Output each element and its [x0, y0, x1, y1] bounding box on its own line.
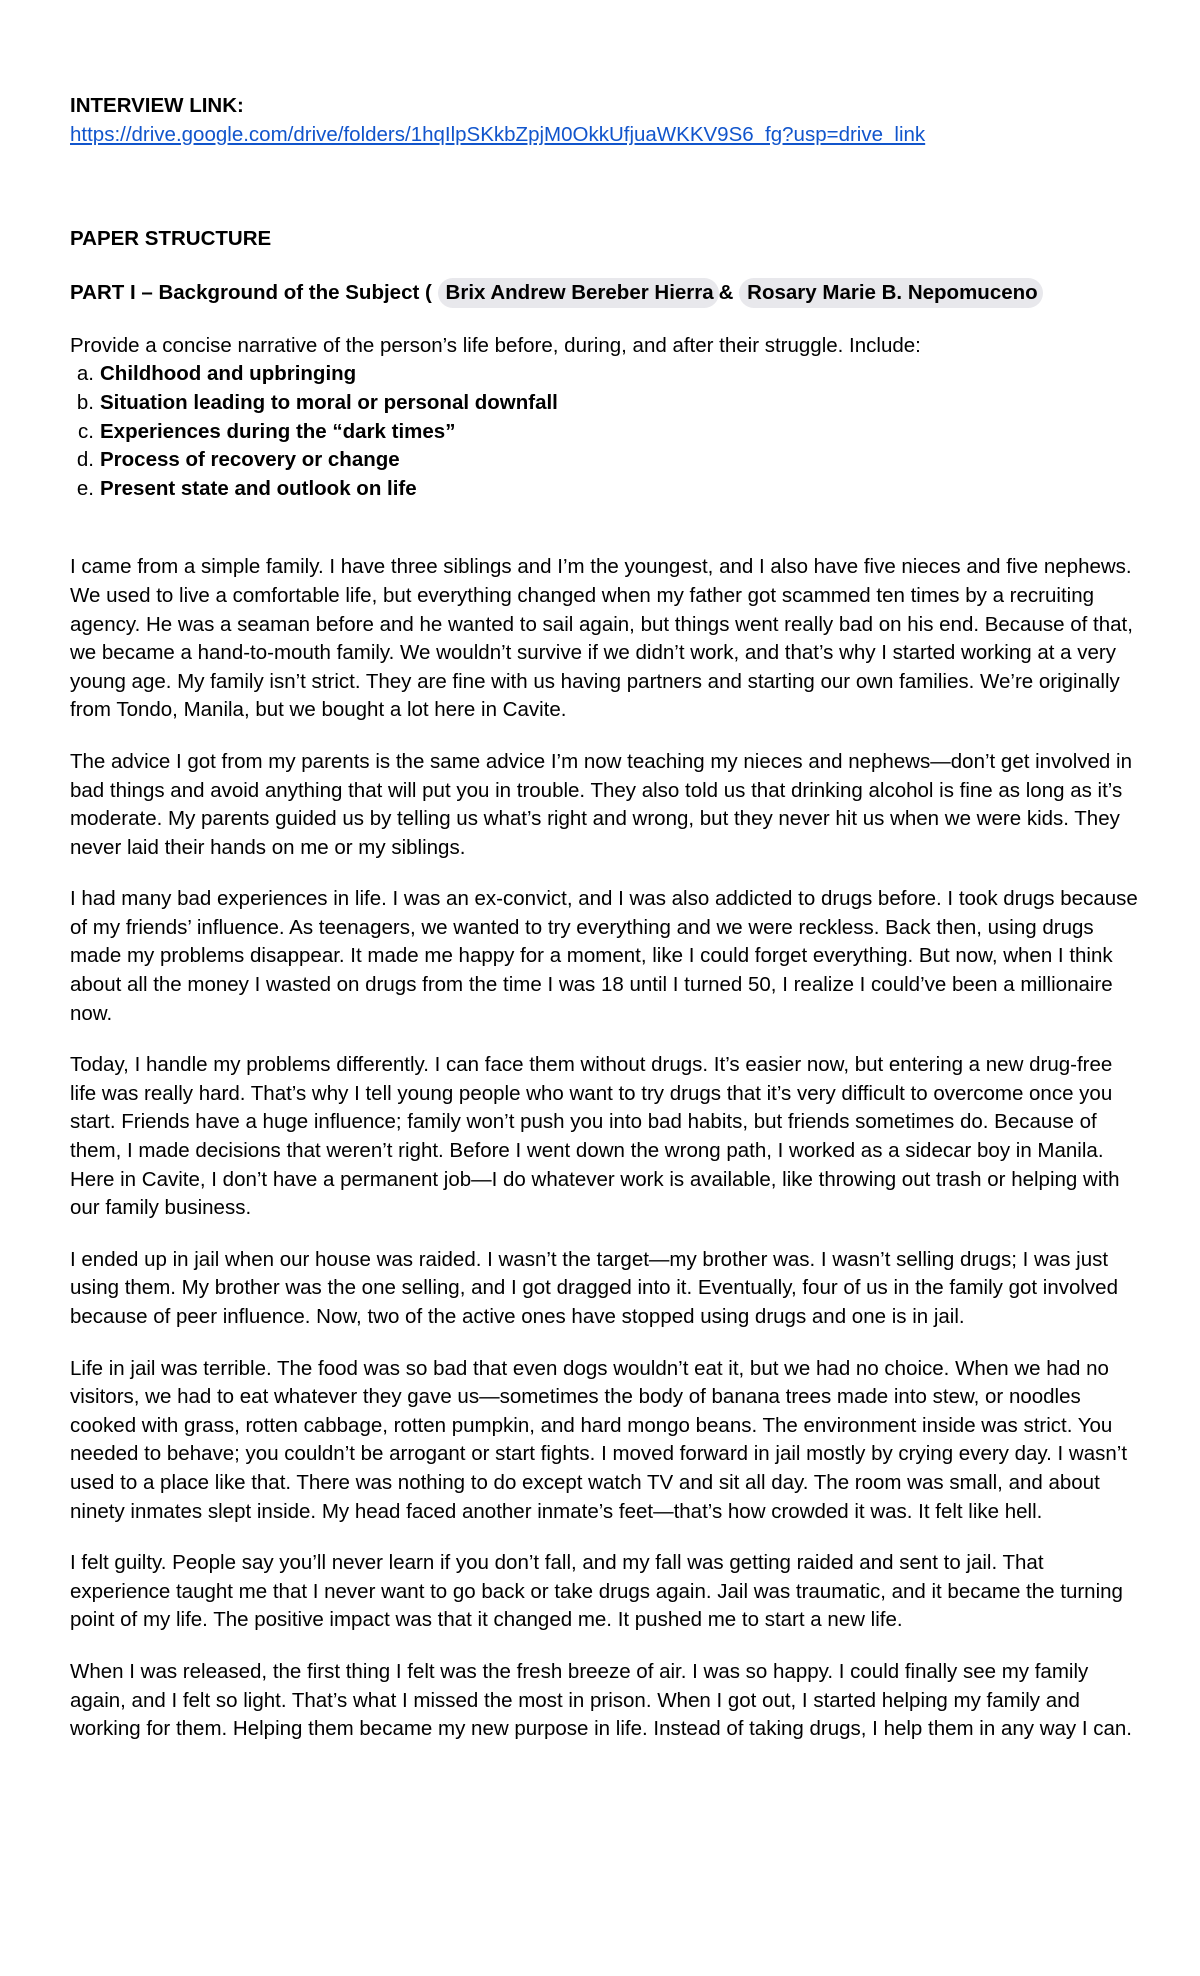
- list-item: [70, 389, 1140, 418]
- narrative-paragraph: Today, I handle my problems differently. I can face them without drugs. It’s easier now, but entering a new drug-free life was really hard. That’s why I tell young people who want to try drugs that it’s very difficult to overcome once you start. Friends have a huge influence; family won’t push you into bad habits, but friends sometimes do. Because of them, I made decisions that weren’t right. Before I went down the wrong path, I worked as a sidecar boy in Manila. Here in Cavite, I don’t have a permanent job—I do whatever work is available, like throwing out trash or helping with our family business.: [70, 1053, 1120, 1220]
- list-item-text: Present state and outlook on life: [100, 476, 417, 500]
- document-page: [70, 92, 1140, 1767]
- list-item: [70, 475, 1140, 504]
- list-marker: b.: [76, 390, 94, 414]
- narrative-paragraph: I felt guilty. People say you’ll never learn if you don’t fall, and my fall was getting raided and sent to jail. That experience taught me that I never want to go back or take drugs again. Jail was traumatic, and it became the turning point of my life. The positive impact was that it changed me. It pushed me to start a new life.: [70, 1551, 1123, 1632]
- narrative-paragraph: The advice I got from my parents is the same advice I’m now teaching my nieces and nephews—don’t get involved in bad things and avoid anything that will put you in trouble. They also told us that drinking alcohol is fine as long as it’s moderate. My parents guided us by telling us what’s right and wrong, but they never hit us when we were kids. They never laid their hands on me or my siblings.: [70, 749, 1132, 859]
- list-item: [70, 418, 1140, 447]
- list-item-text: Process of recovery or change: [100, 448, 400, 472]
- list-item: [70, 360, 1140, 389]
- instructions-text: Provide a concise narrative of the person’s life before, during, and after their struggle. Include:: [70, 333, 921, 357]
- list-item: [70, 446, 1140, 475]
- narrative-paragraph: Life in jail was terrible. The food was so bad that even dogs wouldn’t eat it, but we had no choice. When we had no visitors, we had to eat whatever they gave us—sometimes the body of banana trees made into stew, or noodles cooked with grass, rotten cabbage, rotten pumpkin, and hard mongo beans. The environment inside was strict. You needed to behave; you couldn’t be arrogant or start fights. I moved forward in jail mostly by crying every day. I wasn’t used to a place like that. There was nothing to do except watch TV and sit all day. The room was small, and about ninety inmates slept inside. My head faced another inmate’s feet—that’s how crowded it was. It felt like hell.: [70, 1356, 1128, 1523]
- narrative-paragraph: When I was released, the first thing I felt was the fresh breeze of air. I was so happy. I could finally see my family again, and I felt so light. That’s what I missed the most in prison. When I got out, I started helping my family and working for them. Helping them became my new purpose in life. Instead of taking drugs, I help them in any way I can.: [70, 1659, 1132, 1741]
- narrative-paragraph: I came from a simple family. I have three siblings and I’m the youngest, and I also have five nieces and five nephews. We used to live a comfortable life, but everything changed when my father got scammed ten times by a recruiting agency. He was a seaman before and he wanted to sail again, but things went really bad on his end. Because of that, we became a hand-to-mouth family. We wouldn’t survive if we didn’t work, and that’s why I started working at a very young age. My family isn’t strict. They are fine with us having partners and starting our own families. We’re originally from Tondo, Manila, but we bought a lot here in Cavite.: [70, 555, 1133, 722]
- part-one-heading: [70, 278, 1140, 308]
- paper-structure-heading: PAPER STRUCTURE: [70, 227, 272, 251]
- narrative-body: [70, 553, 1140, 1743]
- list-item-text: Childhood and upbringing: [100, 362, 357, 386]
- list-marker: a.: [76, 362, 94, 386]
- narrative-paragraph: I ended up in jail when our house was raided. I wasn’t the target—my brother was. I wasn’t selling drugs; I was just using them. My brother was the one selling, and I got dragged into it. Eventually, four of us in the family got involved because of peer influence. Now, two of the active ones have stopped using drugs and one is in jail.: [70, 1247, 1118, 1328]
- person-chip-subject-2[interactable]: Rosary Marie B. Nepomuceno: [739, 278, 1043, 308]
- part-one-prefix: PART I – Background of the Subject (: [70, 280, 432, 304]
- list-item-text: Situation leading to moral or personal downfall: [100, 390, 558, 414]
- list-marker: e.: [76, 476, 94, 500]
- interview-link-heading: INTERVIEW LINK:: [70, 94, 244, 117]
- person-chip-subject-1[interactable]: Brix Andrew Bereber Hierra: [438, 278, 719, 308]
- narrative-paragraph: I had many bad experiences in life. I was an ex-convict, and I was also addicted to drugs before. I took drugs because of my friends’ influence. As teenagers, we wanted to try everything and we were reckless. Back then, using drugs made my problems disappear. It made me happy for a moment, like I could forget everything. But now, when I think about all the money I wasted on drugs from the time I was 18 until I turned 50, I realize I could’ve been a millionaire now.: [70, 887, 1138, 1025]
- list-item-text: Experiences during the “dark times”: [100, 419, 456, 443]
- list-marker: d.: [76, 448, 94, 472]
- interview-link[interactable]: https://drive.google.com/drive/folders/1hqIlpSKkbZpjM0OkkUfjuaWKKV9S6_fg?usp=drive_link: [70, 122, 926, 146]
- spacer: [70, 149, 1140, 225]
- list-marker: c.: [78, 419, 94, 443]
- structure-list: [70, 360, 1140, 503]
- ampersand: &: [718, 280, 734, 304]
